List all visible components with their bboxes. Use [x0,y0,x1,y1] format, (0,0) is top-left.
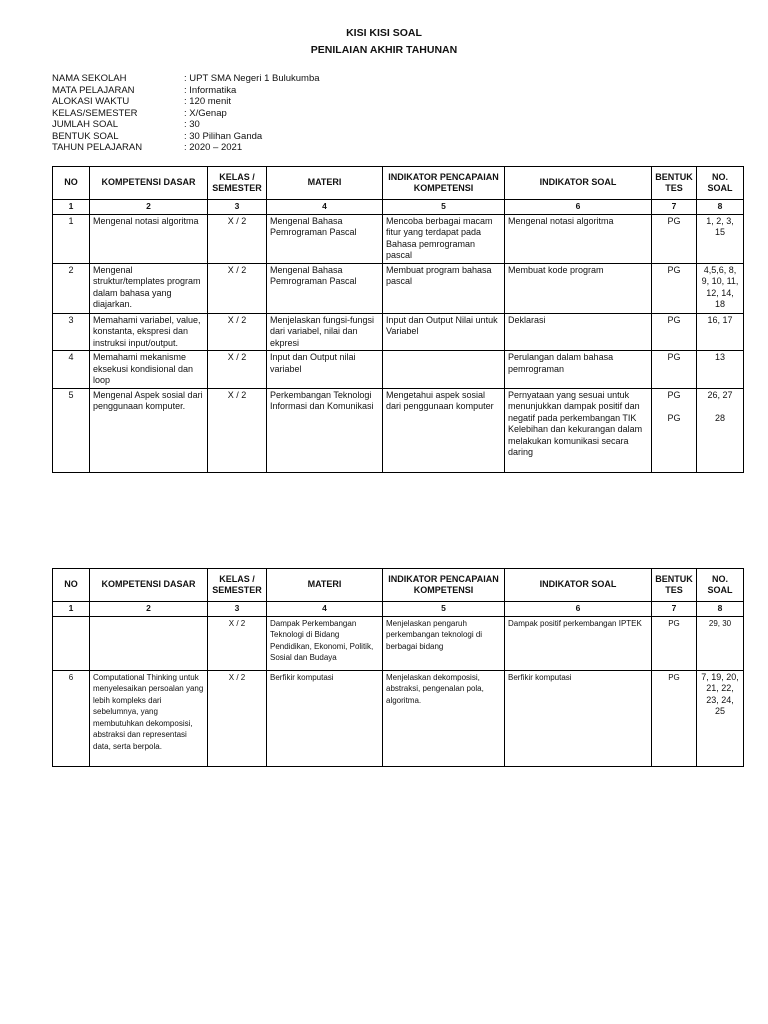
info-row-class [52,108,320,120]
info-value: : 120 menit [184,96,231,107]
cell-kompetensi [90,616,208,670]
cell-bentuk-tes: PG [652,670,697,766]
cell-kelas: X / 2 [208,670,267,766]
header-materi: MATERI [267,569,383,602]
info-value: : X/Genap [184,107,227,119]
table-row [53,616,744,670]
no-soal-b: 28 [714,413,725,423]
cell-materi: Dampak Perkembangan Teknologi di Bidang Pendidikan, Ekonomi, Politik, Sosial dan Budaya [267,616,383,670]
table-row [53,313,744,351]
cell-ipk: Membuat program bahasa pascal [383,263,505,313]
kisi-table-2 [52,568,744,767]
column-number: 4 [267,200,383,215]
column-number: 4 [267,602,383,617]
info-row-form [52,131,320,143]
header-materi: MATERI [267,167,383,200]
table-row [53,263,744,313]
header-kompetensi: KOMPETENSI DASAR [90,569,208,602]
cell-materi: Berfikir komputasi [267,670,383,766]
info-value: : 30 [184,119,200,130]
header-ipk: INDIKATOR PENCAPAIAN KOMPETENSI [383,167,505,200]
column-number-row [53,200,744,215]
cell-bentuk-tes: PG [652,313,697,351]
info-row-count [52,119,320,131]
column-number: 2 [90,200,208,215]
cell-kompetensi: Memahami variabel, value, konstanta, ekspresi dan instruksi input/output. [90,313,208,351]
cell-materi: Perkembangan Teknologi Informasi dan Komunikasi [267,388,383,472]
cell-kelas: X / 2 [208,263,267,313]
column-number: 7 [652,200,697,215]
kisi-table-1 [52,166,744,473]
header-indikator-soal: INDIKATOR SOAL [505,167,652,200]
cell-indikator-soal: Deklarasi [505,313,652,351]
cell-ipk [383,351,505,389]
cell-no: 6 [53,670,90,766]
column-number: 1 [53,602,90,617]
header-kelas: KELAS / SEMESTER [208,569,267,602]
cell-kelas: X / 2 [208,351,267,389]
cell-kelas: X / 2 [208,313,267,351]
cell-indikator-soal: Membuat kode program [505,263,652,313]
cell-kompetensi: Mengenal Aspek sosial dari penggunaan komputer. [90,388,208,472]
cell-indikator-soal: Dampak positif perkembangan IPTEK [505,616,652,670]
cell-no-soal: 7, 19, 20, 21, 22, 23, 24, 25 [697,670,744,766]
cell-kelas: X / 2 [208,388,267,472]
cell-no: 4 [53,351,90,389]
cell-kompetensi: Computational Thinking untuk menyelesaikan persoalan yang lebih kompleks dari sebelumnya, yang membutuhkan dekomposisi, abstraksi dan representasi data, serta berpola. [90,670,208,766]
info-row-subject [52,85,320,97]
header-no-soal: NO. SOAL [697,167,744,200]
cell-no-soal [697,388,744,472]
cell-no-soal: 13 [697,351,744,389]
table-row [53,214,744,263]
header-no-soal: NO. SOAL [697,569,744,602]
cell-materi: Mengenal Bahasa Pemrograman Pascal [267,263,383,313]
info-row-year [52,142,320,154]
cell-no: 3 [53,313,90,351]
spacer [700,401,740,413]
cell-ipk: Mencoba berbagai macam fitur yang terdapat pada Bahasa pemrograman pascal [383,214,505,263]
table-row [53,351,744,389]
cell-kompetensi: Memahami mekanisme eksekusi kondisional dan loop [90,351,208,389]
info-value: : Informatika [184,84,237,96]
cell-bentuk-tes: PG [652,214,697,263]
header-row [53,569,744,602]
header-ipk: INDIKATOR PENCAPAIAN KOMPETENSI [383,569,505,602]
cell-ipk: Input dan Output Nilai untuk Variabel [383,313,505,351]
cell-kelas: X / 2 [208,616,267,670]
info-block [52,73,320,154]
cell-kompetensi: Mengenal struktur/templates program dalam bahasa yang diajarkan. [90,263,208,313]
column-number: 8 [697,602,744,617]
column-number: 5 [383,602,505,617]
cell-ipk: Menjelaskan pengaruh perkembangan teknologi di berbagai bidang [383,616,505,670]
cell-no: 2 [53,263,90,313]
cell-no [53,616,90,670]
info-row-school [52,73,320,85]
info-key: TAHUN PELAJARAN [52,142,143,153]
cell-no-soal: 16, 17 [697,313,744,351]
cell-indikator-soal: Mengenal notasi algoritma [505,214,652,263]
info-value: : 30 Pilihan Ganda [184,130,263,142]
column-number: 8 [697,200,744,215]
cell-no-soal: 4,5,6, 8, 9, 10, 11, 12, 14, 18 [697,263,744,313]
cell-materi: Input dan Output nilai variabel [267,351,383,389]
column-number: 3 [208,602,267,617]
header-kelas: KELAS / SEMESTER [208,167,267,200]
header-no: NO [53,569,90,602]
info-key: KELAS/SEMESTER [52,107,138,119]
indikator-soal-b: Kelebihan dan kekurangan dalam melakukan komunikasi secara daring [508,424,643,457]
no-soal-a: 26, 27 [707,389,733,400]
cell-bentuk-tes: PG [652,263,697,313]
cell-no: 1 [53,214,90,263]
column-number: 6 [505,602,652,617]
cell-materi: Menjelaskan fungsi-fungsi dari variabel, nilai dan ekpresi [267,313,383,351]
bentuk-tes-a: PG [667,389,681,400]
cell-no-soal: 1, 2, 3, 15 [697,214,744,263]
column-number-row [53,602,744,617]
info-value: : 2020 – 2021 [184,142,243,153]
cell-ipk: Menjelaskan dekomposisi, abstraksi, pengenalan pola, algoritma. [383,670,505,766]
cell-indikator-soal: Berfikir komputasi [505,670,652,766]
info-row-time [52,96,320,108]
cell-indikator-soal: Perulangan dalam bahasa pemrograman [505,351,652,389]
cell-kompetensi: Mengenal notasi algoritma [90,214,208,263]
info-key: BENTUK SOAL [52,130,119,142]
column-number: 6 [505,200,652,215]
table-row [53,670,744,766]
document-subtitle: PENILAIAN AKHIR TAHUNAN [310,44,458,56]
info-key: MATA PELAJARAN [52,84,135,96]
cell-indikator-soal [505,388,652,472]
header-bentuk-tes: BENTUK TES [652,167,697,200]
info-value: : UPT SMA Negeri 1 Bulukumba [184,73,320,84]
cell-no-soal: 29, 30 [697,616,744,670]
cell-bentuk-tes: PG [652,351,697,389]
header-indikator-soal: INDIKATOR SOAL [505,569,652,602]
column-number: 3 [208,200,267,215]
cell-no: 5 [53,388,90,472]
column-number: 5 [383,200,505,215]
header-no: NO [53,167,90,200]
column-number: 7 [652,602,697,617]
column-number: 2 [90,602,208,617]
table-row [53,388,744,472]
document-title: KISI KISI SOAL [346,27,422,39]
header-kompetensi: KOMPETENSI DASAR [90,167,208,200]
info-key: NAMA SEKOLAH [52,73,127,84]
info-key: JUMLAH SOAL [52,119,118,130]
cell-materi: Mengenal Bahasa Pemrograman Pascal [267,214,383,263]
column-number: 1 [53,200,90,215]
header-row [53,167,744,200]
cell-ipk: Mengetahui aspek sosial dari penggunaan komputer [383,388,505,472]
info-key: ALOKASI WAKTU [52,96,130,107]
spacer [655,401,693,413]
cell-kelas: X / 2 [208,214,267,263]
cell-bentuk-tes [652,388,697,472]
header-bentuk-tes: BENTUK TES [652,569,697,602]
cell-bentuk-tes: PG [652,616,697,670]
bentuk-tes-b: PG [667,413,681,423]
indikator-soal-a: Pernyataan yang sesuai untuk menunjukkan dampak positif dan negatif pada perkembangan TIK [508,389,640,423]
